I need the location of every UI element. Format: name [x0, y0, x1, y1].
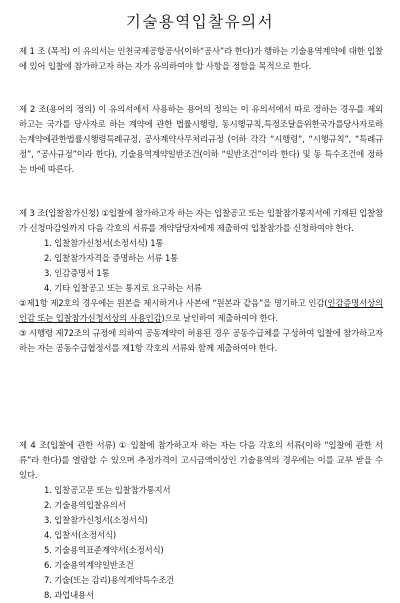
underlined-text: 인감증명서상의 인감 또는 입찰참가신청서상의 사용인감: [19, 298, 383, 323]
article-3-list: [19, 236, 383, 296]
article-3-clause-3: ③ 시행령 제72조의 규정에 의하여 공동계약이 허용된 경우 공동수급체를 구성하여 입찰에 참가하고자 하는 자는 공동수급협정서를 제1항 각호의 서류와 함께 제출하여야 한다.: [19, 328, 383, 353]
list-item: 2. 기술용역입찰유의서: [44, 500, 126, 510]
list-item: 4. 입찰서(소정서식): [44, 530, 117, 540]
article-3-intro: 제 3 조(입찰참가신청) ①입찰에 참가하고자 하는 자는 입찰공고 또는 입찰참가통지서에 기재된 입찰참가 신청마감일까지 다음 각호의 서류를 계약담당자에게 제출하여 입찰참가를 신청하여야 한다.: [19, 208, 384, 233]
article-4: [19, 438, 383, 603]
list-item: 1. 입찰참가신청서(소정서식) 1통: [44, 238, 164, 248]
article-4-list: [19, 483, 383, 603]
article-3: [19, 206, 383, 356]
list-item: 4. 기타 입찰공고 또는 통지로 요구하는 서류: [44, 283, 202, 293]
list-item: 2. 입찰참가자격을 증명하는 서류 1통: [44, 253, 179, 263]
list-item: 7. 기술(또는 감리)용역계약특수조건: [44, 575, 175, 585]
article-3-clause-2: [19, 296, 383, 326]
document-title: 기술용역입찰유의서: [125, 13, 275, 31]
list-item: 1. 입찰공고문 또는 입찰참가통지서: [44, 485, 171, 495]
list-item: 5. 기술용역표준계약서(소정서식): [44, 545, 164, 555]
clause-text: )으로 날인하여 제출하여야 한다.: [161, 313, 278, 323]
article-1: 제 1 조 (목적) 이 유의서는 인천국제공항공사(이하“공사”라 한다)가 행하는 기술용역계약에 대한 입찰에 있어 입찰에 참가하고자 하는 자가 유의하여야 할 사항을 정함을 목적으로 한다.: [19, 46, 383, 71]
article-2: 제 2 조(용어의 정의) 이 유의서에서 사용하는 용어의 정의는 이 유의서에서 따로 정하는 경우를 제외하고는 국가를 당사자로 하는 계약에 관한 법률시행령, 동시행규칙,특정조달을위한국가를당사자로하는계약에관한법률시행령특례규정, 공사계약사무처리규정 (이하 각각 “시행령”, “시행규칙”, “특례규정”, “공사규정”이라 한다), 기술용역계약일반조건(이하 “일반조건”이라 한다) 및 동 특수조건에 정하는 바에 따른다.: [19, 104, 383, 174]
clause-text: ②제1항 제2호의 경우에는 원본을 제시하거나 사본에 “원본과 같음”을 명기하고 인감(: [19, 298, 328, 308]
article-4-intro: 제 4 조(입찰에 관한 서류) ① 입찰에 참가하고자 하는 자는 다음 각호의 서류(이하 “입찰에 관한 서류”라 한다)를 열람할 수 있으며 추정가격이 고시금액이상인 기술용역의 경우에는 이를 교부 받을 수 있다.: [19, 440, 383, 480]
list-item: 3. 인감증명서 1통: [44, 268, 110, 278]
list-item: 3. 입찰참가신청서(소정서식): [44, 515, 148, 525]
list-item: 6. 기술용역계약일반조건: [44, 560, 134, 570]
list-item: 8. 과업내용서: [44, 590, 94, 600]
